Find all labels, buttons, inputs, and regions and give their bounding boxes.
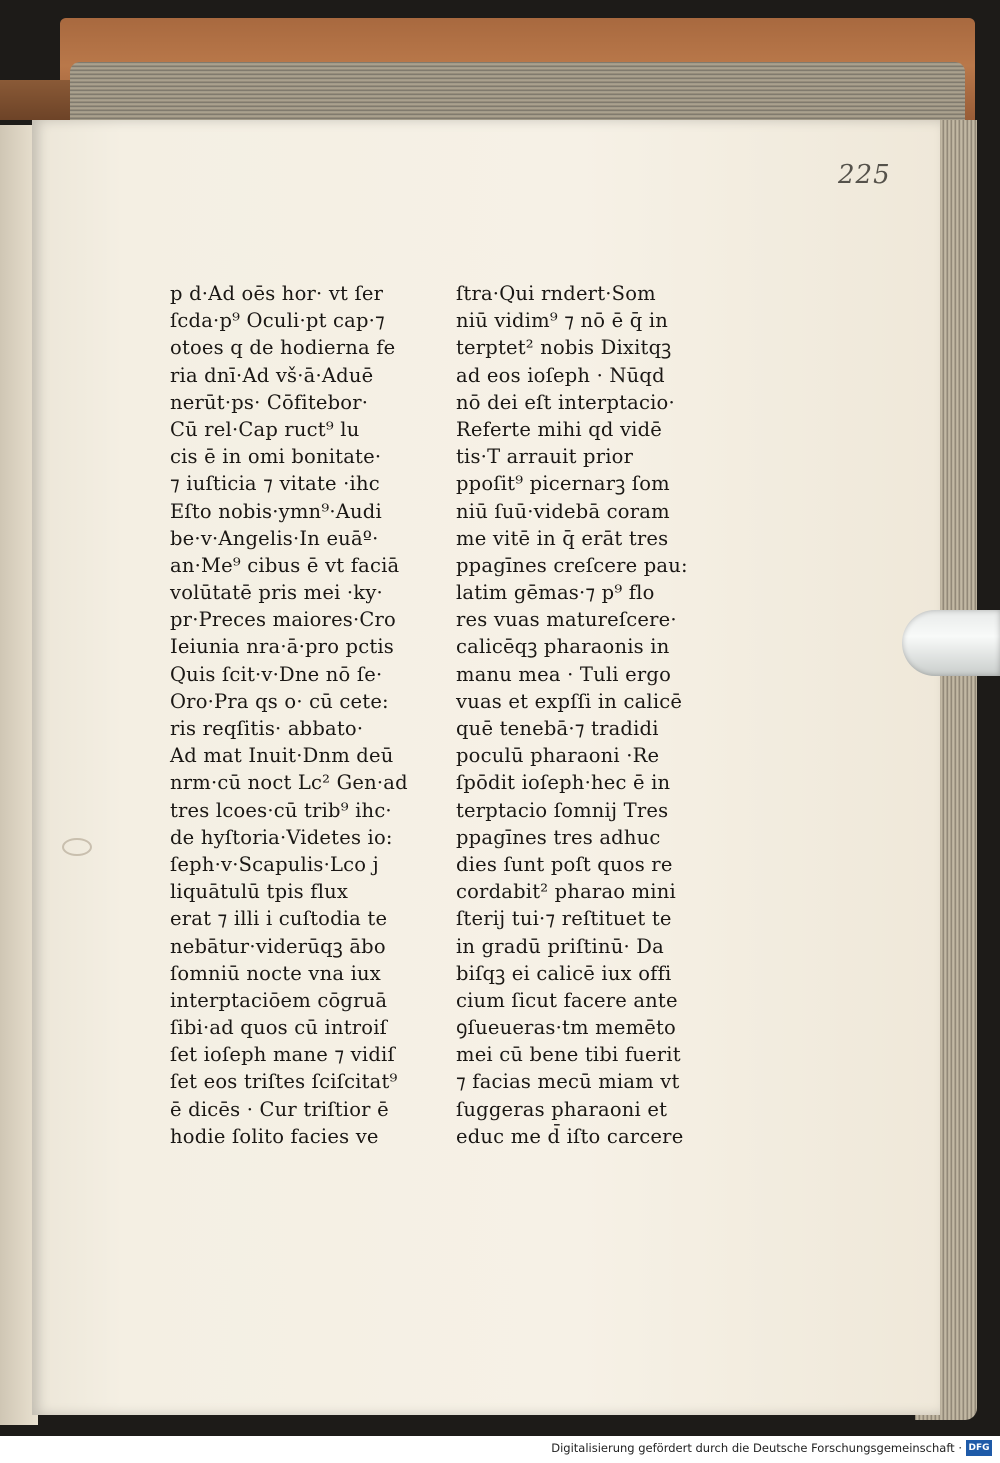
text-line: ſeph·v·Scapulis·Lco j <box>170 852 379 876</box>
text-line: ſterij tui·⁊ reſtituet te <box>456 907 672 931</box>
text-column-right <box>456 280 726 1150</box>
text-line: erat ⁊ illi i cuſtodia te <box>170 907 388 931</box>
text-line: ꝯſueueras·tm memēto <box>456 1016 676 1040</box>
text-line: ſomniū nocte vna iux <box>170 961 381 985</box>
footer-credit: Digitalisierung gefördert durch die Deutsche Forschungsgemeinschaft · <box>551 1441 962 1455</box>
text-line: Quis ſcit·v·Dne nō ſe· <box>170 662 383 686</box>
text-line: ſet eos triſtes ſciſcitat⁹ <box>170 1070 398 1094</box>
text-line: calicēqꝫ pharaonis in <box>456 635 670 659</box>
text-line: educ me d̄ iſto carcere <box>456 1124 684 1148</box>
margin-stain <box>62 838 92 856</box>
text-line: terptet² nobis Dixitqꝫ <box>456 336 672 360</box>
text-line: tis·T arrauit prior <box>456 445 634 469</box>
text-line: ria dnī·Ad vš·ā·Aduē <box>170 363 374 387</box>
text-line: ſuggeras pharaoni et <box>456 1097 668 1121</box>
text-line: p d·Ad oēs hor· vt ſer <box>170 282 384 305</box>
text-line: nerūt·ps· Cōfitebor· <box>170 390 369 414</box>
text-line: quē tenebā·⁊ tradidi <box>456 717 659 740</box>
text-line: liquātulū tpis flux <box>170 880 349 904</box>
text-line: hodie ſolito facies ve <box>170 1124 379 1148</box>
text-line: ⁊ facias mecū miam vt <box>456 1070 680 1094</box>
text-line: res vuas matureſcere· <box>456 608 677 632</box>
text-line: nrm·cū noct Lc² Gen·ad <box>170 771 408 795</box>
text-line: ſet ioſeph mane ⁊ vidiſ <box>170 1043 395 1067</box>
text-line: ppagīnes creſcere pau: <box>456 553 688 577</box>
dfg-logo-icon: DFG <box>966 1440 992 1456</box>
text-line: cium ſicut facere ante <box>456 988 678 1012</box>
text-line: ſcda·p⁹ Oculi·pt cap·⁊ <box>170 309 385 333</box>
text-line: otoes q de hodierna fe <box>170 336 396 360</box>
text-line: manu mea · Tuli ergo <box>456 662 672 686</box>
text-line: Referte mihi qd vidē <box>456 417 663 441</box>
text-line: nebātur·viderūqꝫ ābo <box>170 934 386 958</box>
text-line: niū vidim⁹ ⁊ nō ē q̄ in <box>456 309 669 333</box>
text-line: Oro·Pra qs o· cū cete: <box>170 689 389 713</box>
text-line: me vitē in q̄ erāt tres <box>456 526 669 550</box>
text-line: ſibi·ad quos cū introiſ <box>170 1016 388 1040</box>
text-line: ppoſit⁹ picernarꝫ ſom <box>456 472 670 496</box>
text-line: interptaciōem cōgruā <box>170 988 388 1012</box>
page-clip <box>902 610 1000 676</box>
text-line: ad eos ioſeph · Nūqd <box>456 363 665 387</box>
text-line: dies ſunt poſt quos re <box>456 852 673 876</box>
text-line: Ad mat Inuit·Dnm deū <box>170 744 394 768</box>
text-line: ris reqſitis· abbato· <box>170 717 364 740</box>
text-line: pr·Preces maiores·Cro <box>170 608 396 632</box>
text-line: tres lcoes·cū trib⁹ ihc· <box>170 798 392 822</box>
text-line: ſpōdit ioſeph·hec ē in <box>456 771 671 795</box>
text-line: terptacio ſomnij Tres <box>456 798 669 822</box>
text-line: poculū pharaoni ·Re <box>456 744 660 768</box>
text-line: cordabit² pharao mini <box>456 880 676 904</box>
text-line: Eſto nobis·ymn⁹·Audi <box>170 499 382 523</box>
text-line: Cū rel·Cap ruct⁹ lu <box>170 417 360 441</box>
text-line: de hyſtoria·Videtes io: <box>170 825 393 849</box>
text-line: be·v·Angelis·In euāº· <box>170 526 379 550</box>
text-column-left <box>170 280 440 1150</box>
text-line: cis ē in omi bonitate· <box>170 445 382 469</box>
text-line: an·Me⁹ cibus ē vt faciā <box>170 553 400 577</box>
text-line: nō dei eſt interptacio· <box>456 390 675 414</box>
text-line: ⁊ iuſticia ⁊ vitate ·ihc <box>170 472 380 496</box>
text-line: ſtra·Qui rndert·Som <box>456 282 656 305</box>
text-line: mei cū bene tibi fuerit <box>456 1043 681 1067</box>
text-line: vuas et expſſi in calicē <box>456 689 683 713</box>
text-line: ppagīnes tres adhuc <box>456 825 661 849</box>
text-line: volūtatē pris mei ·ky· <box>170 581 383 605</box>
text-line: in gradū priſtinū· Da <box>456 934 664 958</box>
text-line: Ieiunia nra·ā·pro pctis <box>170 635 395 659</box>
text-line: latim gēmas·⁊ p⁹ flo <box>456 581 655 605</box>
text-line: biſqꝫ ei calicē iux offi <box>456 961 672 985</box>
text-line: niū ſuū·videbā coram <box>456 499 670 523</box>
folio-number: 225 <box>838 160 891 190</box>
text-line: ē dicēs · Cur triſtior ē <box>170 1097 389 1121</box>
